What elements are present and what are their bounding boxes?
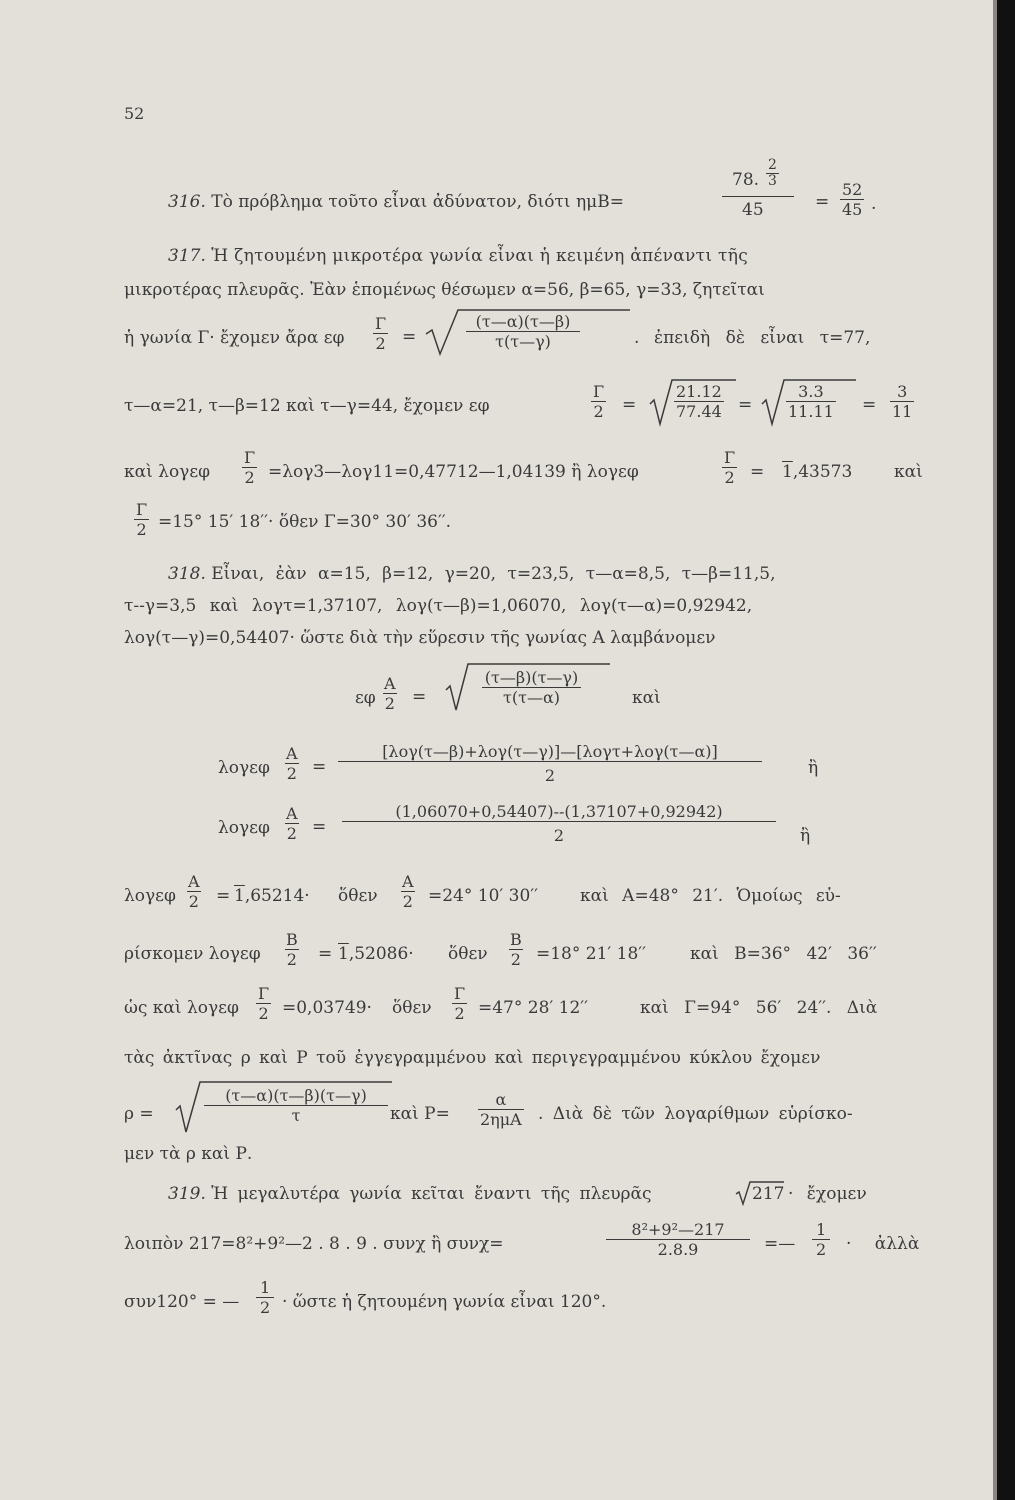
- denominator: 2: [510, 950, 521, 969]
- denominator: 2: [402, 892, 413, 911]
- numerator: 1: [816, 1220, 827, 1239]
- p317-gamma-half-3: [242, 448, 257, 487]
- p317-line-4a: τ—α=21, τ—β=12 καὶ τ—γ=44, ἔχομεν εφ: [124, 396, 490, 416]
- p319-sqrt: [734, 1180, 786, 1208]
- p318-l8-end: . Διὰ δὲ τῶν λογαρίθμων εὑρίσκο-: [538, 1104, 853, 1124]
- denominator: 11: [892, 402, 913, 421]
- numerator: 52: [842, 180, 863, 199]
- p318-logef-4: λογεφ: [124, 886, 176, 906]
- denominator: 2: [286, 824, 297, 843]
- numerator: (1,06070+0,54407)--(1,37107+0,92942): [395, 802, 723, 821]
- mantissa: ,52086·: [348, 944, 414, 964]
- p318-ef: εφ: [355, 688, 376, 708]
- p318-kaiP: καὶ Ρ=: [390, 1104, 450, 1124]
- p318-fraction-3: [342, 802, 776, 845]
- numerator: Α: [286, 744, 298, 763]
- denominator: 2: [286, 764, 297, 783]
- numerator: Α: [188, 872, 200, 891]
- numerator: 3.3: [798, 382, 824, 401]
- p318-l5-end: καὶ Β=36° 42′ 36′′: [690, 944, 877, 964]
- p317-gamma-half-5: [134, 500, 149, 539]
- p318-A-half-2: [284, 744, 300, 783]
- p317-line-2: μικροτέρας πλευρᾶς. Ἐὰν ἑπομένως θέσωμεν α=56, β=65, γ=33, ζητεῖται: [124, 280, 765, 300]
- p318-line-9: μεν τὰ ρ καὶ Ρ.: [124, 1144, 253, 1164]
- numerator: Α: [286, 804, 298, 823]
- p319-line-3b: · ὥστε ἡ ζητουμένη γωνία εἶναι 120°.: [282, 1292, 607, 1312]
- p318-kai-1: καὶ: [632, 688, 661, 708]
- numerator: α: [495, 1090, 507, 1109]
- p317-eq-4: =: [862, 395, 877, 415]
- p318-B-half: [284, 930, 300, 969]
- numerator: (τ—α)(τ—β)(τ—γ): [225, 1086, 367, 1105]
- p318-P-fraction: [478, 1090, 524, 1129]
- numerator: Γ: [375, 314, 387, 333]
- p318-G-half-2: [452, 984, 467, 1023]
- mantissa: ,43573: [792, 462, 853, 482]
- section-number: 319.: [168, 1184, 206, 1204]
- negative-characteristic: 1: [234, 886, 245, 906]
- numerator: 2: [768, 157, 777, 173]
- p317-gamma-half-2: [591, 382, 606, 421]
- p316-text: Τὸ πρόβλημα τοῦτο εἶναι ἀδύνατον, διότι ημB=: [211, 192, 624, 212]
- denominator: 2: [258, 1004, 269, 1023]
- p319-eqm: =—: [764, 1234, 796, 1254]
- denominator: 2: [286, 950, 297, 969]
- p318-line-2: τ--γ=3,5 καὶ λογτ=1,37107, λογ(τ—β)=1,06070, λογ(τ—α)=0,92942,: [124, 596, 753, 616]
- p318-eq-4: =: [216, 886, 231, 906]
- p318-A-half: [382, 674, 398, 713]
- p318-l4-end: καὶ Α=48° 21′. Ὁμοίως εὑ-: [580, 886, 841, 906]
- p316-fraction-bar: [722, 196, 794, 197]
- p318-B-half-2: [508, 930, 524, 969]
- p317-radical-3: [760, 378, 860, 428]
- p318-line1-text: Εἶναι, ἐὰν α=15, β=12, γ=20, τ=23,5, τ—α=8,5, τ—β=11,5,: [211, 564, 776, 584]
- denominator: 11.11: [788, 402, 834, 421]
- p317-kai: καὶ: [894, 462, 923, 482]
- p319-alla: · ἀλλὰ: [846, 1234, 920, 1254]
- p318-l5-start: ρίσκομεν λογεφ: [124, 944, 261, 964]
- scan-border: [997, 0, 1015, 1500]
- p318-eq-2: =: [312, 757, 327, 777]
- p318-h-3: ἢ: [800, 826, 811, 846]
- numerator: Β: [510, 930, 522, 949]
- p317-radical-2: [648, 378, 738, 428]
- numerator: Α: [384, 674, 396, 693]
- numerator: Γ: [454, 984, 466, 1003]
- denominator: τ(τ—γ): [466, 331, 580, 351]
- numerator: Γ: [724, 448, 736, 467]
- p317-line-5b: =λογ3—λογ11=0,47712—1,04139 ἢ λογεφ: [268, 462, 639, 482]
- section-number: 317.: [168, 246, 206, 266]
- p317-line-3b: ἐπειδὴ δὲ εἶναι τ=77,: [654, 328, 871, 348]
- denominator: 2: [256, 1297, 274, 1317]
- p318-logB-value: [338, 944, 414, 964]
- p316-inner-fraction: [766, 158, 779, 189]
- p319-line1-end: · ἔχομεν: [788, 1184, 867, 1204]
- p316-result-fraction: [840, 180, 864, 219]
- p318-l6-val: =0,03749·: [282, 998, 372, 1018]
- sqrt-value: 217: [752, 1184, 785, 1204]
- p317-eq-2: =: [622, 395, 637, 415]
- numerator: [λογ(τ—β)+λογ(τ—γ)]—[λογτ+λογ(τ—α)]: [382, 742, 718, 761]
- denominator: 2.8.9: [606, 1239, 750, 1259]
- denominator: 2: [593, 402, 604, 421]
- section-number: 316.: [168, 192, 206, 212]
- numerator: Γ: [593, 382, 605, 401]
- denominator: 2: [375, 334, 386, 353]
- p316-frac-bottom: 45: [742, 200, 764, 220]
- p318-line-3: λογ(τ—γ)=0,54407· ὥστε διὰ τὴν εὕρεσιν τῆς γωνίας Α λαμβάνομεν: [124, 628, 716, 648]
- p318-A-half-4: [186, 872, 202, 911]
- numerator: Γ: [244, 448, 256, 467]
- p318-eq-3: =: [312, 817, 327, 837]
- p317-eq-3: =: [738, 395, 753, 415]
- denominator: 2: [812, 1239, 830, 1259]
- p316-eq: =: [815, 192, 830, 212]
- p318-eq-1: =: [412, 687, 427, 707]
- numerator: Β: [286, 930, 298, 949]
- p318-logef-2: λογεφ: [218, 758, 270, 778]
- denominator: 2: [454, 1004, 465, 1023]
- p317-eq: =: [402, 327, 417, 347]
- p317-radical: [424, 308, 634, 358]
- p318-line-1: [168, 564, 776, 584]
- negative-characteristic: 1: [782, 462, 793, 482]
- p317-line-1: [168, 246, 748, 266]
- denominator: τ(τ—α): [482, 687, 581, 707]
- p317-line-6: =15° 15′ 18′′· ὅθεν Γ=30° 30′ 36′′.: [158, 512, 452, 532]
- numerator: Α: [402, 872, 414, 891]
- denominator: 2: [342, 821, 776, 845]
- p319-line-1: [168, 1184, 652, 1204]
- p317-line1-text: Ἡ ζητουμένη μικροτέρα γωνία εἶναι ἡ κειμένη ἀπέναντι τῆς: [211, 246, 749, 266]
- p319-cos-fraction: [606, 1220, 750, 1259]
- radical-fraction: [204, 1086, 388, 1125]
- denominator: 3: [768, 173, 777, 189]
- denominator: τ: [204, 1105, 388, 1125]
- p318-l6-end: καὶ Γ=94° 56′ 24′′. Διὰ: [640, 998, 878, 1018]
- section-number: 318.: [168, 564, 206, 584]
- p317-gamma-half: [373, 314, 388, 353]
- p319-line1-text: Ἡ μεγαλυτέρα γωνία κεῖται ἔναντι τῆς πλευρᾶς: [211, 1184, 652, 1204]
- p318-othen-5: ὅθεν: [448, 944, 488, 964]
- p317-dot: .: [634, 328, 640, 348]
- numerator: Γ: [136, 500, 148, 519]
- p316-frac-top: 78.: [732, 170, 760, 190]
- denominator: 2: [188, 892, 199, 911]
- denominator: 2: [384, 694, 395, 713]
- p318-A-half-5: [400, 872, 416, 911]
- p318-othen-6: ὅθεν: [392, 998, 432, 1018]
- p316-paragraph: [168, 192, 624, 212]
- p318-logA-value: [234, 886, 310, 906]
- numerator: (τ—β)(τ—γ): [484, 668, 579, 687]
- p317-eq-5: =: [750, 462, 765, 482]
- denominator: 2: [724, 468, 735, 487]
- mantissa: ,65214·: [244, 886, 310, 906]
- numerator: 3: [897, 382, 908, 401]
- radical-fraction: [482, 668, 581, 707]
- p318-A-half-3: [284, 804, 300, 843]
- negative-characteristic: 1: [338, 944, 349, 964]
- p319-half-2: [256, 1278, 274, 1317]
- p318-eq-5: =: [318, 944, 333, 964]
- p318-line-7: τὰς ἀκτῖνας ρ καὶ Ρ τοῦ ἐγγεγραμμένου καὶ περιγεγραμμένου κύκλου ἔχομεν: [124, 1048, 821, 1068]
- p318-othen-4: ὅθεν: [338, 886, 378, 906]
- denominator: 2: [338, 761, 762, 785]
- p317-line-3a: ἡ γωνία Γ· ἔχομεν ἄρα εφ: [124, 328, 345, 348]
- denominator: 2: [244, 468, 255, 487]
- p318-l4-mid: =24° 10′ 30′′: [428, 886, 539, 906]
- p317-log-value: [782, 462, 852, 482]
- p318-rho-radical: [174, 1080, 396, 1136]
- p318-l6-mid: =47° 28′ 12′′: [478, 998, 589, 1018]
- page-number: 52: [124, 104, 145, 123]
- p319-line-2a: λοιπὸν 217=8²+9²—2 . 8 . 9 . συνχ ἢ συνχ=: [124, 1234, 504, 1254]
- denominator: 77.44: [676, 402, 722, 421]
- p318-l5-mid: =18° 21′ 18′′: [536, 944, 647, 964]
- denominator: 2: [136, 520, 147, 539]
- p318-radical-1: [444, 662, 614, 714]
- radical-fraction: [466, 312, 580, 351]
- p319-half: [812, 1220, 830, 1259]
- p318-G-half: [256, 984, 271, 1023]
- p318-l6-start: ὡς καὶ λογεφ: [124, 998, 239, 1018]
- radical-fraction: [674, 382, 724, 421]
- radical-fraction: [786, 382, 836, 421]
- denominator: 45: [842, 200, 863, 219]
- p317-result: [890, 382, 914, 421]
- p317-gamma-half-4: [722, 448, 737, 487]
- p317-line-5a: καὶ λογεφ: [124, 462, 211, 482]
- numerator: 1: [260, 1278, 271, 1297]
- p316-end: .: [871, 194, 877, 214]
- p318-rho: ρ =: [124, 1104, 154, 1124]
- numerator: 8²+9²—217: [631, 1220, 725, 1239]
- p318-h-2: ἢ: [808, 758, 819, 778]
- numerator: Γ: [258, 984, 270, 1003]
- numerator: 21.12: [676, 382, 722, 401]
- p318-fraction-2: [338, 742, 762, 785]
- numerator: (τ—α)(τ—β): [475, 312, 571, 331]
- denominator: 2ημΑ: [480, 1110, 522, 1129]
- p318-logef-3: λογεφ: [218, 818, 270, 838]
- p319-line-3a: συν120° = —: [124, 1292, 240, 1312]
